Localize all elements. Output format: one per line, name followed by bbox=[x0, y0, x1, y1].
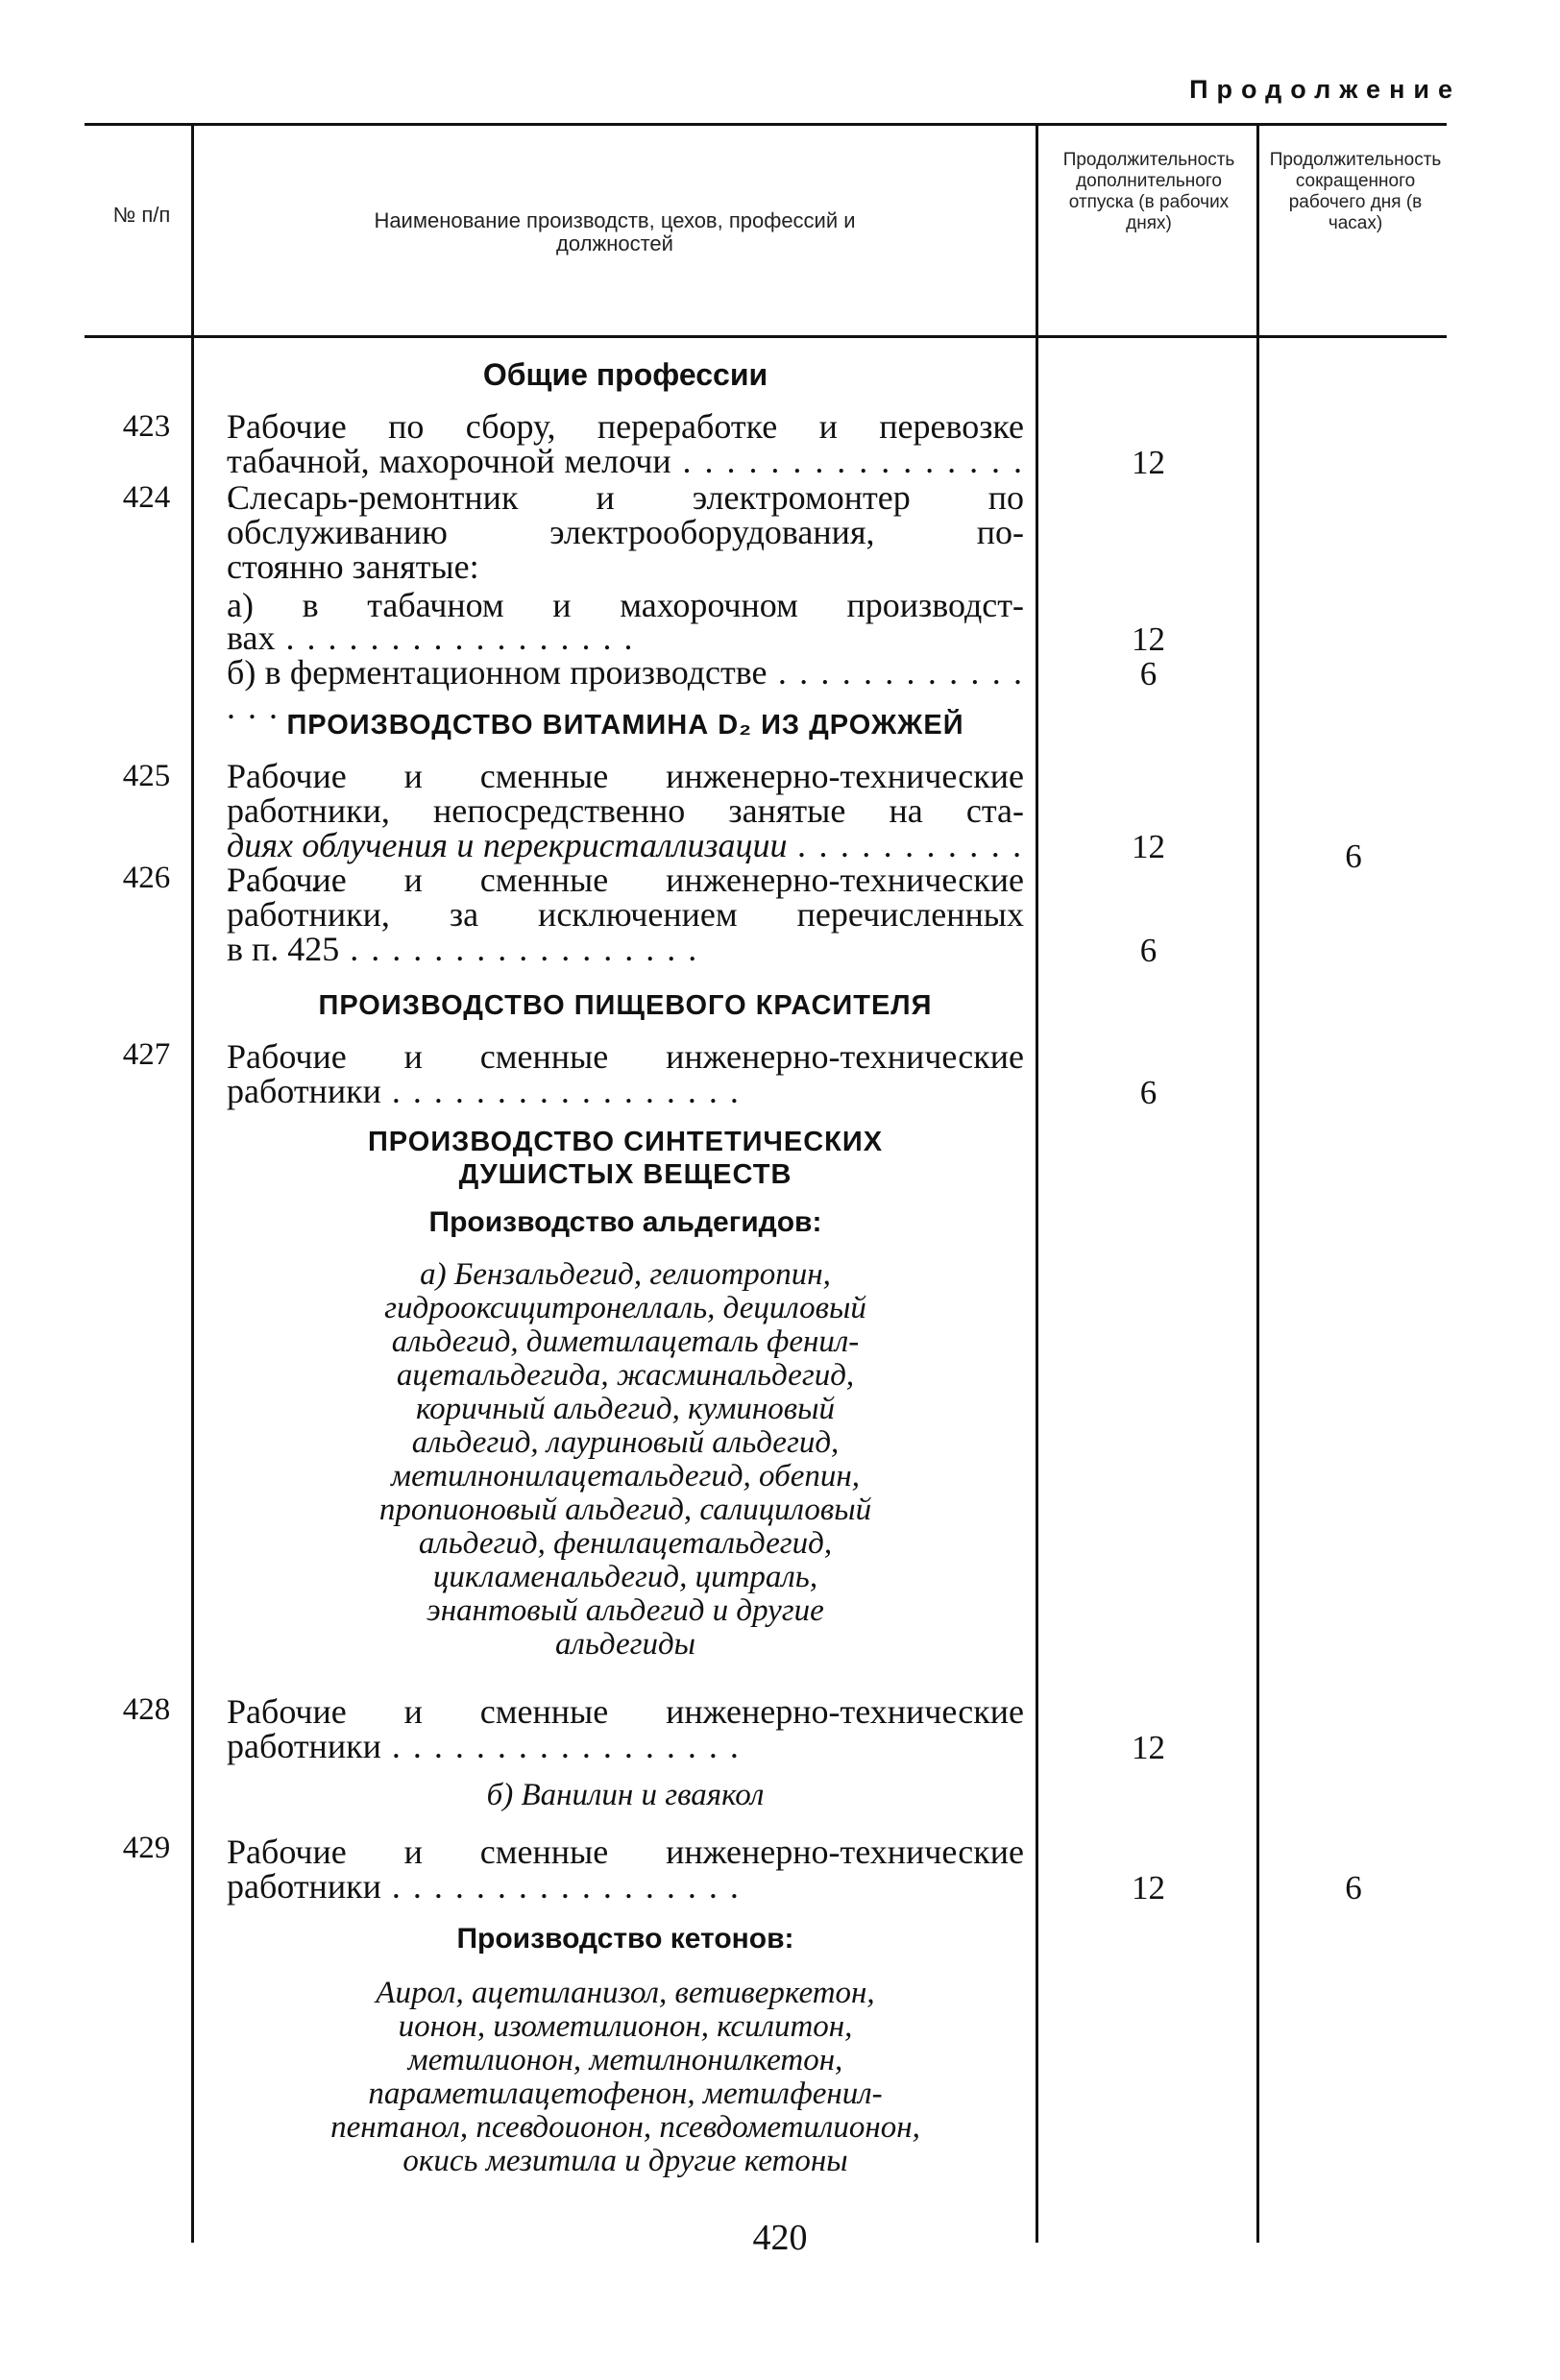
row-number-424: 424 bbox=[122, 480, 171, 515]
header-col-number: № п/п bbox=[112, 203, 171, 227]
aldehyde-list-line-6: альдегид, лауриновый альдегид, bbox=[411, 1425, 840, 1460]
row-429-line-1: Рабочие и сменные инженерно-технические bbox=[227, 1833, 1024, 1871]
aldehyde-list-line-7: метилнонилацетальдегид, обепин, bbox=[391, 1459, 860, 1494]
section-vitamin-d2: ПРОИЗВОДСТВО ВИТАМИНА D₂ ИЗ ДРОЖЖЕЙ bbox=[286, 710, 964, 741]
subsection-aldehydes: Производство альдегидов: bbox=[428, 1206, 822, 1238]
aldehyde-list-line-12: альдегиды bbox=[554, 1627, 696, 1662]
row-number-429: 429 bbox=[122, 1831, 171, 1865]
aldehyde-list-line-1: а) Бензальдегид, гелиотропин, bbox=[420, 1257, 831, 1292]
ketone-list-line-1: Аирол, ацетиланизол, ветиверкетон, bbox=[376, 1976, 875, 2010]
row-426-line-3: в п. 425 . . . bbox=[227, 932, 1024, 966]
row-427-vacation-days: 6 bbox=[1139, 1074, 1158, 1111]
continuation-label: Продолжение bbox=[1189, 75, 1461, 104]
row-423-line-2: табачной, махорочной мелочи . . . bbox=[227, 444, 1024, 513]
aldehyde-list-line-11: энантовый альдегид и другие bbox=[427, 1593, 824, 1628]
row-424-item-b: б) в ферментационном производстве . . . bbox=[227, 655, 1024, 724]
row-number-426: 426 bbox=[122, 861, 171, 895]
ketone-list-line-2: ионон, изометилионон, ксилитон, bbox=[398, 2009, 853, 2044]
row-429-shortened-hours: 6 bbox=[1345, 1869, 1362, 1906]
section-synthetic-fragrances-line-2: ДУШИСТЫХ ВЕЩЕСТВ bbox=[458, 1159, 792, 1190]
aldehyde-list-line-3: альдегид, диметилацеталь фенил- bbox=[391, 1324, 860, 1359]
section-food-dye: ПРОИЗВОДСТВО ПИЩЕВОГО КРАСИТЕЛЯ bbox=[318, 990, 933, 1021]
subsection-ketones: Производство кетонов: bbox=[456, 1923, 794, 1955]
aldehyde-list-line-9: альдегид, фенилацетальдегид, bbox=[418, 1526, 833, 1561]
row-428-vacation-days: 12 bbox=[1132, 1729, 1165, 1766]
column-divider-3 bbox=[1256, 125, 1259, 2243]
row-427-line-1: Рабочие и сменные инженерно-технические bbox=[227, 1037, 1024, 1076]
table-top-rule bbox=[85, 123, 1447, 126]
column-divider-2 bbox=[1036, 125, 1038, 2243]
row-number-428: 428 bbox=[122, 1692, 171, 1727]
row-428-line-2: работники . . . bbox=[227, 1729, 1024, 1763]
row-425-line-2: работники, непосредственно занятые на ста- bbox=[227, 791, 1024, 830]
ketone-list-line-6: окись мезитила и другие кетоны bbox=[402, 2144, 848, 2178]
row-424-item-a-line-2: вах . . . bbox=[227, 620, 1024, 655]
row-425-vacation-days: 12 bbox=[1132, 828, 1165, 865]
row-424-b-vacation-days: 6 bbox=[1139, 655, 1158, 692]
row-number-425: 425 bbox=[122, 759, 171, 793]
row-429-vacation-days: 12 bbox=[1132, 1869, 1165, 1906]
row-425-shortened-hours: 6 bbox=[1345, 838, 1362, 875]
header-col-name: Наименование производств, цехов, профессий и должностей bbox=[374, 208, 856, 255]
ketone-list-line-4: параметилацетофенон, метилфенил- bbox=[368, 2076, 883, 2111]
row-426-line-2: работники, за исключением перечисленных bbox=[227, 895, 1024, 934]
aldehyde-list-line-4: ацетальдегида, жасминальдегид, bbox=[396, 1358, 855, 1393]
header-col-shortened-day: Продолжительность сокращенного рабочего дня (в часах) bbox=[1269, 150, 1442, 233]
row-423-vacation-days: 12 bbox=[1132, 444, 1165, 481]
row-426-line-1: Рабочие и сменные инженерно-технические bbox=[227, 861, 1024, 899]
row-425-line-3: диях облучения и перекристаллизации . . . bbox=[227, 828, 1024, 897]
row-number-423: 423 bbox=[122, 409, 171, 444]
page-number: 420 bbox=[752, 2218, 808, 2258]
row-429-line-2: работники . . . bbox=[227, 1869, 1024, 1904]
row-423-line-1: Рабочие по сбору, переработке и перевозке bbox=[227, 407, 1024, 446]
row-number-427: 427 bbox=[122, 1037, 171, 1072]
row-424-item-a-line-1: а) в табачном и махорочном производст- bbox=[227, 586, 1024, 624]
ketone-list-line-5: пентанол, псевдоионон, псевдометилионон, bbox=[330, 2110, 920, 2145]
row-424-line-2: обслуживанию электрооборудования, по- bbox=[227, 513, 1024, 551]
section-synthetic-fragrances-line-1: ПРОИЗВОДСТВО СИНТЕТИЧЕСКИХ bbox=[367, 1127, 884, 1157]
aldehyde-list-line-8: пропионовый альдегид, салициловый bbox=[378, 1493, 872, 1527]
ketone-list-line-3: метилионон, метилнонилкетон, bbox=[407, 2043, 843, 2077]
row-427-line-2: работники . . . bbox=[227, 1074, 1024, 1108]
row-424-line-3: стоянно занятые: bbox=[227, 547, 479, 586]
row-428-line-1: Рабочие и сменные инженерно-технические bbox=[227, 1692, 1024, 1731]
aldehyde-list-line-5: коричный альдегид, куминовый bbox=[416, 1392, 835, 1426]
section-general-professions: Общие профессии bbox=[482, 357, 768, 392]
header-bottom-rule bbox=[85, 335, 1447, 338]
row-424-line-1: Слесарь-ремонтник и электромонтер по bbox=[227, 478, 1024, 517]
subsection-vanillin: б) Ванилин и гваякол bbox=[486, 1778, 765, 1812]
row-424-a-vacation-days: 12 bbox=[1132, 620, 1165, 658]
header-col-vacation: Продолжительность дополнительного отпуска (в рабочих днях) bbox=[1062, 150, 1235, 233]
row-425-line-1: Рабочие и сменные инженерно-технические bbox=[227, 757, 1024, 795]
aldehyde-list-line-2: гидрооксицитронеллаль, дециловый bbox=[384, 1291, 866, 1325]
row-426-vacation-days: 6 bbox=[1139, 932, 1158, 969]
aldehyde-list-line-10: цикламенальдегид, цитраль, bbox=[432, 1560, 818, 1594]
